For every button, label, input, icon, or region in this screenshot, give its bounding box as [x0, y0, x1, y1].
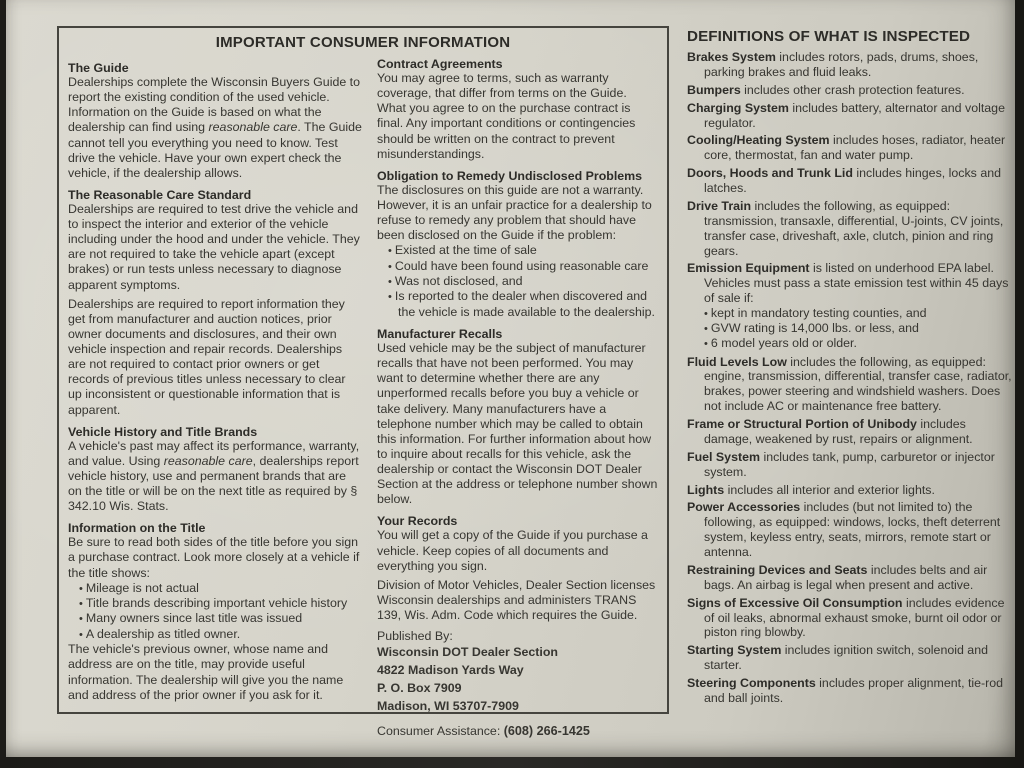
publisher-po-box: P. O. Box 7909 [377, 681, 462, 696]
section-information-on-title [68, 521, 362, 703]
emphasis-reasonable-care: reasonable care [163, 453, 253, 468]
definition-text: includes other crash protection features. [740, 82, 965, 97]
definition-text: includes evidence of oil leaks, abnormal exhaust smoke, burnt oil odor or piston ring blowby. [704, 595, 1005, 640]
definition-item [687, 450, 1017, 480]
published-by-label: Published By: [377, 629, 453, 644]
definition-text: is listed on underhood EPA label. Vehicles must pass a state emission test within 45 days of sale if: [704, 261, 1009, 306]
definition-item [687, 676, 1017, 706]
bullet-list [68, 581, 362, 643]
paper-document [6, 0, 1015, 757]
definition-term: Restraining Devices and Seats [687, 562, 868, 577]
definition-term: Bumpers [687, 82, 741, 97]
definition-term: Emission Equipment [687, 261, 810, 276]
consumer-information-box [57, 26, 669, 739]
paragraph: A vehicle's past may affect its performance, warranty, and value. Using reasonable care, dealerships report vehicle history, use and permanent brands that are on the title or will be on the next title as required by § 342.10 Wis. Stats. [68, 438, 360, 514]
section-heading: The Guide [68, 61, 129, 75]
definition-text: includes hoses, radiator, heater core, thermostat, fan and water pump. [704, 133, 1006, 163]
paragraph: Division of Motor Vehicles, Dealer Section licenses Wisconsin dealerships and administers TRANS 139, Wis. Adm. Code which requires the Guide. [377, 577, 656, 622]
definitions-heading: DEFINITIONS OF WHAT IS INSPECTED [687, 28, 971, 45]
section-your-records [377, 514, 658, 623]
section-heading: Contract Agreements [377, 57, 503, 71]
definition-text: includes belts and air bags. An airbag is legal when present and active. [704, 562, 988, 592]
definition-term: Fuel System [687, 449, 760, 464]
bullet-item: • A dealership as titled owner. [68, 627, 362, 642]
paragraph: The vehicle's previous owner, whose name and address are on the title, may provide useful information. The dealership will give you the name and address of the prior owner if you ask for it. [68, 642, 344, 702]
definition-item [687, 563, 1017, 593]
definition-item [687, 355, 1017, 415]
paragraph: Dealerships complete the Wisconsin Buyers Guide to report the existing condition of the used vehicle. Information on the Guide is based on what the dealership can find using reasonable care. The Guide cannot tell you everything you need to know. Test drive the vehicle. Have your own expert check the vehicle, if the dealership allows. [68, 75, 362, 180]
definition-term: Drive Train [687, 198, 752, 213]
definition-text: includes hinges, locks and latches. [704, 166, 1001, 195]
bullet-item: • Existed at the time of sale [377, 243, 658, 258]
section-vehicle-history-title-brands [68, 425, 362, 515]
bullet-item: • Mileage is not actual [68, 581, 362, 596]
consumer-assistance [377, 724, 658, 738]
definition-bullet: • 6 model years old or older. [704, 336, 1017, 351]
consumer-assistance-label: Consumer Assistance: [377, 724, 504, 739]
section-heading: Vehicle History and Title Brands [68, 424, 258, 439]
section-reasonable-care-standard [68, 188, 362, 418]
definitions-column [687, 28, 1017, 706]
publisher-name: Wisconsin DOT Dealer Section [377, 645, 558, 660]
definition-item [687, 50, 1017, 80]
bullet-item: • Title brands describing important vehicle history [68, 596, 362, 611]
bullet-item: • Was not disclosed, and [377, 274, 658, 289]
bullet-item: • Could have been found using reasonable care [377, 259, 658, 274]
definition-term: Starting System [687, 643, 782, 658]
publisher-street: 4822 Madison Yards Way [377, 663, 524, 678]
definition-term: Doors, Hoods and Trunk Lid [687, 166, 853, 181]
section-heading: Information on the Title [68, 521, 206, 536]
definition-text: includes the following, as equipped: engine, transmission, differential, transfer case, radiator, brakes, power steering and windshield washers. Does not include AC or maintenance free battery. [704, 354, 1012, 414]
section-heading: The Reasonable Care Standard [68, 187, 252, 202]
bullet-item: • Is reported to the dealer when discovered and the vehicle is made available to the dealership. [377, 289, 658, 320]
definition-text: includes all interior and exterior lights. [724, 482, 935, 497]
section-heading: Manufacturer Recalls [377, 327, 503, 341]
paragraph: Be sure to read both sides of the title before you sign a purchase contract. Look more closely at a vehicle if the title shows: [68, 535, 360, 580]
definition-bullet-list [687, 306, 1017, 352]
published-by-block [377, 629, 658, 716]
definition-text: includes the following, as equipped: transmission, transaxle, differential, U-joints, CV joints, transfer case, driveshaft, axle, clutch, pinion and ring gears. [704, 198, 1004, 258]
definition-text: includes tank, pump, carburetor or injector system. [704, 449, 995, 479]
box-title: IMPORTANT CONSUMER INFORMATION [215, 34, 511, 51]
definition-bullet: • GVW rating is 14,000 lbs. or less, and [704, 321, 1017, 336]
definition-term: Frame or Structural Portion of Unibody [687, 417, 917, 432]
definition-term: Steering Components [687, 676, 816, 691]
definition-item [687, 643, 1017, 673]
definition-term: Cooling/Heating System [687, 133, 830, 148]
paragraph: Dealerships are required to report information they get from manufacturer and auction notices, prior owner documents and disclosures, and their own vehicle inspection and repair records. Dealerships are not required to contact prior owners or get records of previous titles unless necessary to clear up inconsistent or questionable information that is apparent. [68, 296, 346, 417]
paragraph: The disclosures on this guide are not a warranty. However, it is an unfair practice for a dealership to refuse to remedy any problem that should have been disclosed on the Guide if the problem: [377, 182, 652, 243]
section-heading: Your Records [377, 514, 458, 529]
definition-text: includes (but not limited to) the following, as equipped: windows, locks, theft deterrent system, keyless entry, seats, mirrors, remote start or antenna. [704, 500, 1001, 560]
bullet-item: • Many owners since last title was issued [68, 611, 362, 626]
section-the-guide [68, 61, 362, 181]
definition-item [687, 483, 1017, 498]
definition-item [687, 596, 1017, 641]
definition-text: includes proper alignment, tie-rod and ball joints. [704, 676, 1004, 705]
definition-term: Power Accessories [687, 500, 801, 515]
paragraph: You will get a copy of the Guide if you purchase a vehicle. Keep copies of all documents and everything you sign. [377, 528, 648, 573]
section-contract-agreements [377, 57, 658, 162]
paragraph: Used vehicle may be the subject of manufacturer recalls that have not been performed. You may want to determine whether there are any unperformed recalls before you buy a vehicle or take delivery. Many manufacturers have a telephone number which may be called to obtain this information. For further information about how to inquire about recalls for this vehicle, ask the dealership or contact the Wisconsin DOT Dealer Section at the address or telephone number shown below. [377, 341, 658, 507]
section-heading: Obligation to Remedy Undisclosed Problems [377, 168, 643, 183]
definition-item [687, 166, 1017, 196]
definition-term: Lights [687, 482, 725, 497]
bullet-list [377, 243, 658, 320]
definition-item [687, 199, 1017, 259]
definition-text: includes battery, alternator and voltage regulator. [704, 100, 1005, 130]
definition-term: Fluid Levels Low [687, 354, 787, 369]
definition-item [687, 83, 1017, 98]
definition-bullet: • kept in mandatory testing counties, and [704, 306, 1017, 321]
definition-item [687, 133, 1017, 163]
emphasis-reasonable-care: reasonable care [208, 120, 298, 135]
definition-item [687, 101, 1017, 131]
definition-item [687, 417, 1017, 447]
section-obligation-to-remedy [377, 169, 658, 320]
paragraph: You may agree to terms, such as warranty coverage, that differ from terms on the Guide. What you agree to on the purchase contract is final. Any important conditions or contingencies should be written on the contract to prevent misunderstandings. [377, 71, 636, 161]
definition-text: includes rotors, pads, drums, shoes, parking brakes and fluid leaks. [704, 50, 979, 79]
column-middle [377, 54, 658, 738]
paragraph: Dealerships are required to test drive the vehicle and to inspect the interior and exterior of the vehicle including under the hood and under the vehicle. They are not required to take the vehicle apart (except brakes) or run tests unless necessary to diagnose apparent symptoms. [68, 201, 360, 292]
definition-term: Charging System [687, 100, 789, 115]
section-manufacturer-recalls [377, 327, 658, 507]
publisher-city-state-zip: Madison, WI 53707-7909 [377, 699, 519, 714]
definition-term: Brakes System [687, 50, 776, 64]
definition-text: includes damage, weakened by rust, repairs or alignment. [704, 417, 973, 446]
definition-term: Signs of Excessive Oil Consumption [687, 595, 903, 610]
definition-text: includes ignition switch, solenoid and starter. [704, 643, 988, 673]
definition-item [687, 261, 1017, 306]
phone-number: (608) 266-1425 [503, 724, 590, 739]
definition-item [687, 500, 1017, 560]
column-left [68, 54, 362, 738]
